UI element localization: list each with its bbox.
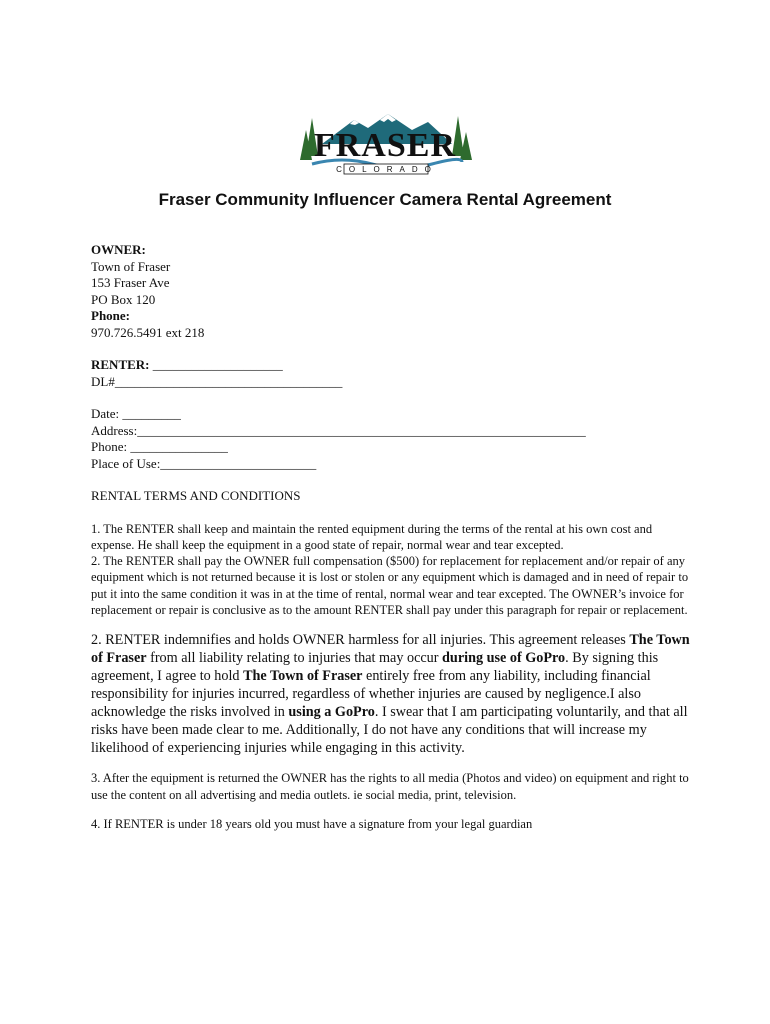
logo-wordmark: FRASER — [313, 127, 457, 164]
spacer — [91, 472, 691, 488]
renter-address-field: Address:_____________________________________________________________________ — [91, 422, 586, 438]
clause-2-bold-2: during use of GoPro — [442, 650, 566, 667]
spacer — [91, 341, 691, 357]
renter-phone-field: Phone: _______________ — [91, 439, 228, 454]
clause-2-text-3: . By signing this agreement, I agree to hold — [91, 650, 659, 685]
clause-2-text-1: 2. RENTER indemnifies and holds OWNER harmless for all injuries. This agreement releases — [91, 632, 630, 649]
owner-phone-label: Phone: — [91, 308, 130, 323]
owner-phone: 970.726.5491 ext 218 — [91, 324, 205, 340]
terms-heading: RENTAL TERMS AND CONDITIONS — [91, 488, 301, 503]
clause-3-paragraph: 3. After the equipment is returned the OWNER has the rights to all media (Photos and video) on equipment and right to use the content on all advertising and media outlets. ie social media, print, television. — [91, 771, 689, 802]
renter-line — [91, 357, 691, 374]
owner-po-box: PO Box 120 — [91, 291, 156, 307]
fraser-logo — [292, 108, 478, 178]
owner-street: 153 Fraser Ave — [91, 275, 170, 290]
renter-label: RENTER: — [91, 357, 150, 372]
clause-2-text-5: . I swear that I am participating voluntarily, and that all risks have been made clear to me. Additionally, I do not have any conditions that will increase my likelihood of experiencing injuries while engaging in this activity. — [91, 704, 688, 757]
document-body — [91, 242, 691, 832]
document-title: Fraser Community Influencer Camera Rental Agreement — [158, 190, 612, 209]
clause-2-bold-3: The Town of Fraser — [243, 668, 363, 685]
clause-2-text-4: entirely free from any liability, including financial responsibility for injuries incurred, regardless of whether injuries are caused by negligence.I also acknowledge the risks involved in — [91, 668, 651, 721]
renter-blank: ____________________ — [149, 357, 283, 372]
clause-1-paragraph-1: 1. The RENTER shall keep and maintain the rented equipment during the terms of the rental at his own cost and expense. He shall keep the equipment in a good state of repair, normal wear and tear excepted. — [91, 521, 653, 552]
clause-2-paragraph — [91, 631, 691, 757]
clause-2-bold-1: The Town of Fraser — [91, 632, 690, 667]
renter-place-field: Place of Use:________________________ — [91, 455, 317, 471]
logo-subtitle: COLORADO — [336, 165, 438, 174]
clause-2-bold-4: using a GoPro — [288, 704, 375, 721]
spacer — [91, 757, 691, 770]
renter-date-field: Date: _________ — [91, 406, 181, 421]
clause-1-paragraph-2: 2. The RENTER shall pay the OWNER full compensation ($500) for replacement for replacement and/or repair of any equipment which is not returned because it is lost or stolen or any equipment which is damaged and in need of repair to put it into the same condition it was in at the time of rental, normal wear and tear excepted. The OWNER’s invoice for replacement or repair is conclusive as to the amount RENTER shall pay under this paragraph for repair or replacement. — [91, 554, 689, 617]
spacer — [91, 390, 691, 406]
clause-4-paragraph: 4. If RENTER is under 18 years old you must have a signature from your legal guardian — [91, 816, 533, 831]
renter-dl-field: DL#___________________________________ — [91, 373, 343, 389]
spacer — [91, 505, 691, 521]
owner-name: Town of Fraser — [91, 258, 171, 274]
fraser-logo-graphic — [292, 108, 478, 178]
spacer — [91, 803, 691, 816]
owner-label: OWNER: — [91, 242, 146, 257]
clause-2-text-2: from all liability relating to injuries that may occur — [146, 650, 443, 667]
spacer — [91, 618, 691, 631]
